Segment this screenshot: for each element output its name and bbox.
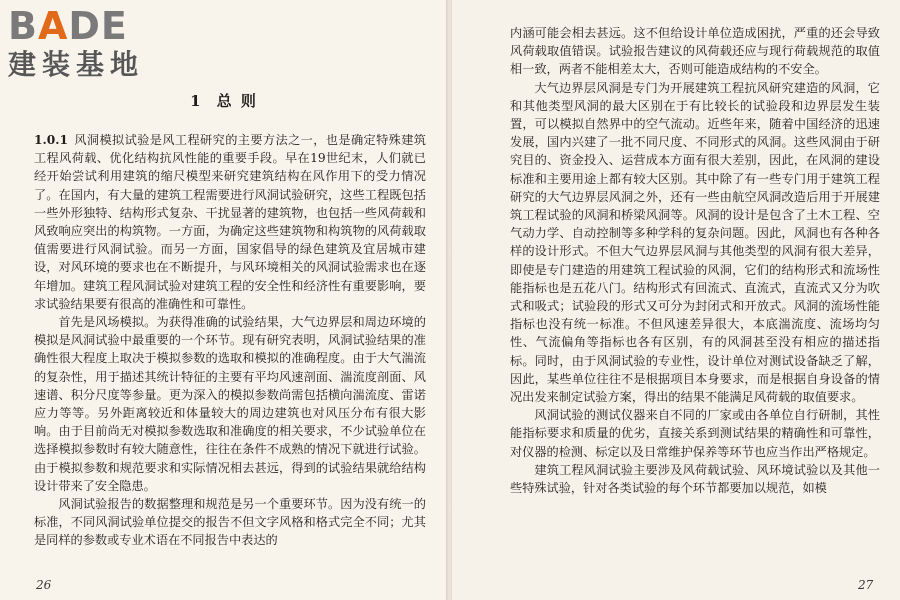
logo-subtitle: 建装基地 <box>8 48 145 81</box>
body-paragraph: 首先是风场模拟。为获得准确的试验结果，大气边界层和周边环境的模拟是风洞试验中最重要的一个环节。现有研究表明，风洞试验结果的准确性很大程度上取决于模拟参数的选取和模拟的准确程度。由于大气湍流的复杂性，用于描述其统计特征的主要有平均风速剖面、湍流度剖面、风速谱、积分尺度等参量。更为深入的模拟参数尚需包括横向湍流度、雷诺应力等等。另外距离较近和体量较大的周边建筑也对风压分布有很大影响。由于目前尚无对模拟参数选取和准确度的相关要求，不少试验单位在选择模拟参数时有较大随意性，往往在条件不成熟的情况下就进行试验。由于模拟参数和规范要求和实际情况相去甚远，得到的试验结果就给结构设计带来了安全隐患。 <box>34 315 426 493</box>
clause-number: 1.0.1 <box>34 133 68 147</box>
chapter-heading <box>0 90 448 111</box>
brand-logo <box>8 6 183 88</box>
body-paragraph: 风洞模拟试验是风工程研究的主要方法之一，也是确定特殊建筑工程风荷载、优化结构抗风性能的重要手段。早在19世纪末，人们就已经开始尝试利用建筑的缩尺模型来研究建筑结构在风作用下的受力情况了。在国内，有大量的建筑工程需要进行风洞试验研究，这些工程既包括一些外形独特、结构形式复杂、干扰显著的建筑物，也包括一些风荷载和风致响应突出的构筑物。一方面，为确定这些建筑物和构筑物的风荷载取值需要进行风洞试验。而另一方面，国家倡导的绿色建筑及宜居城市建设，对风环境的要求也在不断提升，与风环境相关的风洞试验需求也在逐年增加。建筑工程风洞试验对建筑工程的安全性和经济性有重要影响，要求试验结果要有很高的准确性和可靠性。 <box>34 133 426 311</box>
body-paragraph: 大气边界层风洞是专门为开展建筑工程抗风研究建造的风洞，它和其他类型风洞的最大区别在于有比较长的试验段和边界层发生装置，可以模拟自然界中的空气流动。近些年来，随着中国经济的迅速发展，国内兴建了一批不同尺度、不同形式的风洞。这些风洞由于研究目的、资金投入、运营成本方面有很大差别，因此，在风洞的建设标准和主要用途上都有较大区别。其中除了有一些专门用于建筑工程研究的大气边界层风洞之外，还有一些由航空风洞改造后用于开展建筑工程试验的风洞和桥梁风洞等。风洞的设计是包含了土木工程、空气动力学、自动控制等多种学科的复杂问题。因此，风洞也有各种各样的设计形式。不但大气边界层风洞与其他类型的风洞有很大差异，即使是专门建造的用建筑工程试验的风洞，它们的结构形式和流场性能指标也是五花八门。结构形式有回流式、直流式，直流式又分为吹式和吸式；试验段的形式又可分为封闭式和开放式。风洞的流场性能指标也没有统一标准。不但风速差异很大，本底湍流度、流场均匀性、气流偏角等指标也各有区别，有的风洞甚至没有相应的描述指标。同时，由于风洞试验的专业性，设计单位对测试设备缺乏了解，因此，某些单位往往不是根据项目本身要求，而是根据自身设备的情况出发来制定试验方案，得出的结果不能满足风荷载的取值要求。 <box>510 80 880 405</box>
body-paragraph: 建筑工程风洞试验主要涉及风荷载试验、风环境试验以及其他一些特殊试验，针对各类试验的每个环节都要加以规范，如模 <box>510 462 880 496</box>
logo-letters-suffix: DE <box>68 4 128 48</box>
right-page <box>452 0 900 600</box>
logo-letters-prefix: B <box>8 4 38 48</box>
chapter-title: 总 则 <box>216 92 258 110</box>
body-paragraph: 内涵可能会相去甚远。这不但给设计单位造成困扰，严重的还会导致风荷载取值错误。试验报告建议的风荷载还应与现行荷载规范的取值相一致，两者不能相差太大，否则可能造成结构的不安全。 <box>510 26 880 77</box>
clause-paragraph <box>34 131 426 313</box>
logo-wordmark <box>8 6 183 46</box>
left-body-text <box>34 131 426 550</box>
page-number: 27 <box>858 578 874 592</box>
left-page <box>0 0 448 600</box>
body-paragraph: 风洞试验的测试仪器来自不同的厂家或由各单位自行研制，其性能指标要求和质量的优劣，直接关系到测试结果的精确性和可靠性，对仪器的检测、标定以及日常维护保养等环节也应当作出严格规定。 <box>510 408 880 459</box>
logo-letter-accent: A <box>37 4 69 48</box>
right-body-text <box>510 24 880 497</box>
page-number: 26 <box>36 578 52 592</box>
body-paragraph: 风洞试验报告的数据整理和规范是另一个重要环节。因为没有统一的标准，不同风洞试验单位提交的报告不但文字风格和格式完全不同；尤其是同样的参数或专业术语在不同报告中表达的 <box>34 497 426 548</box>
chapter-number: 1 <box>190 92 203 110</box>
